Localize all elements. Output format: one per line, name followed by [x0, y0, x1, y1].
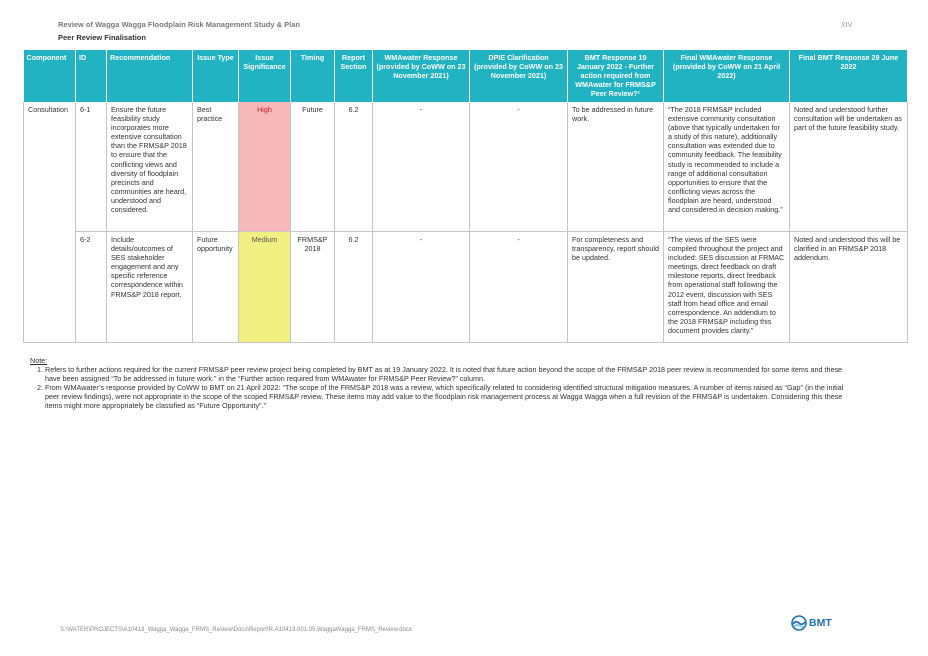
cell-bmt-response: To be addressed in future work.: [568, 102, 664, 232]
cell-component: Consultation: [24, 102, 76, 343]
table-row: [24, 102, 908, 232]
bmt-logo: [790, 615, 832, 631]
cell-report-section: 6.2: [335, 232, 373, 343]
cell-final-bmt: Noted and understood this will be clarified in an FRMS&P 2018 addendum.: [790, 232, 908, 343]
notes-section: [30, 356, 850, 410]
cell-report-section: 6.2: [335, 102, 373, 232]
cell-final-wmawater: “The views of the SES were compiled throughout the project and included: SES discussion at FRMAC meetings, direct feedback on draft milestone reports, direct feedback from operational staff following the 2012 event, discussion with SES staff from head office and email correspondence. An addendum to the 2018 FRMS&P including this document provides clarity.”: [664, 232, 790, 343]
cell-wmawater-response: -: [373, 232, 470, 343]
cell-dpie-clarification: -: [470, 232, 568, 343]
cell-dpie-clarification: -: [470, 102, 568, 232]
file-path: S:\WATER\PROJECTS\A10413_Wagga_Wagga_FRMS_Review\Docs\Report\R.A10413.001.05.WaggaWagga_FRMS_Review.docx: [60, 627, 412, 633]
col-header-final-wmawater: Final WMAwater Response (provided by CoWW on 21 April 2022): [664, 50, 790, 102]
cell-recommendation: Include details/outcomes of SES stakeholder engagement and any specific reference correspondence within FRMS&P 2018 report.: [107, 232, 193, 343]
bmt-wave-icon: [790, 615, 808, 631]
cell-final-wmawater: “The 2018 FRMS&P included extensive community consultation (above that typically undertaken for a study of this nature), additionally consultation was extended due to community feedback. The feasibility study is recommended to include a range of additional consultation opportunities to ensure that the conflicting views across the floodplain are heard, understood and considered in decision making.”: [664, 102, 790, 232]
cell-issue-type: Future opportunity: [193, 232, 239, 343]
col-header-issue-type: Issue Type: [193, 50, 239, 102]
cell-final-bmt: Noted and understood further consultation will be undertaken as part of the future feasibility study.: [790, 102, 908, 232]
cell-id: 6-1: [76, 102, 107, 232]
col-header-report-section: Report Section: [335, 50, 373, 102]
note-item: 1. Refers to further actions required for the current FRMS&P peer review project being completed by BMT as at 19 January 2022. It is noted that future action beyond the scope of the FRMS&P 2018 peer review is recommended for some items and these have been assigned “To be addressed in future work.” in the “Further action required from WMAwater for FRMS&P Peer Review?” column.: [45, 365, 850, 383]
col-header-wmawater-response: WMAwater Response (provided by CoWW on 23 November 2021): [373, 50, 470, 102]
cell-issue-type: Best practice: [193, 102, 239, 232]
cell-wmawater-response: -: [373, 102, 470, 232]
table-header-row: [24, 50, 908, 102]
col-header-recommendation: Recommendation: [107, 50, 193, 102]
cell-id: 6-2: [76, 232, 107, 343]
col-header-id: ID: [76, 50, 107, 102]
col-header-component: Component: [24, 50, 76, 102]
col-header-bmt-response: BMT Response 19 January 2022 - Further action required from WMAwater for FRMS&P Peer Review?¹: [568, 50, 664, 102]
col-header-dpie-clarification: DPIE Clarification (provided by CoWW on 23 November 2021): [470, 50, 568, 102]
cell-recommendation: Ensure the future feasibility study incorporates more extensive consultation than the FRMS&P 2018 to ensure that the conflicting views and diversity of floodplain precincts and communities are heard, understood and considered.: [107, 102, 193, 232]
notes-title: Note:: [30, 356, 48, 365]
peer-review-table: [23, 50, 908, 343]
logo-text: BMT: [809, 617, 832, 629]
document-title: Review of Wagga Wagga Floodplain Risk Management Study & Plan: [58, 20, 300, 29]
col-header-issue-significance: Issue Significance: [239, 50, 291, 102]
page-number: XIV: [841, 22, 853, 29]
cell-timing: FRMS&P 2018: [291, 232, 335, 343]
cell-significance-medium: Medium: [239, 232, 291, 343]
table-row: [24, 232, 908, 343]
cell-bmt-response: For completeness and transparency, report should be updated.: [568, 232, 664, 343]
cell-significance-high: High: [239, 102, 291, 232]
note-item: 2. From WMAwater’s response provided by CoWW to BMT on 21 April 2022: “The scope of the FRMS&P 2018 was a review, which specifically related to considering identified structural mitigation measures. A number of items raised as “Gap” (in the initial peer review findings), were not appropriate in the scope of the scoped FRMS&P review. These items may add value to the floodplain risk management process at Wagga Wagga when a full revision of the FRMS&P is undertaken. Considering this these items might more appropriately be classified as “Future Opportunity”.”: [45, 383, 850, 410]
notes-list: [30, 365, 850, 410]
document-subtitle: Peer Review Finalisation: [58, 33, 146, 42]
col-header-final-bmt: Final BMT Response 29 June 2022: [790, 50, 908, 102]
cell-timing: Future: [291, 102, 335, 232]
col-header-timing: Timing: [291, 50, 335, 102]
